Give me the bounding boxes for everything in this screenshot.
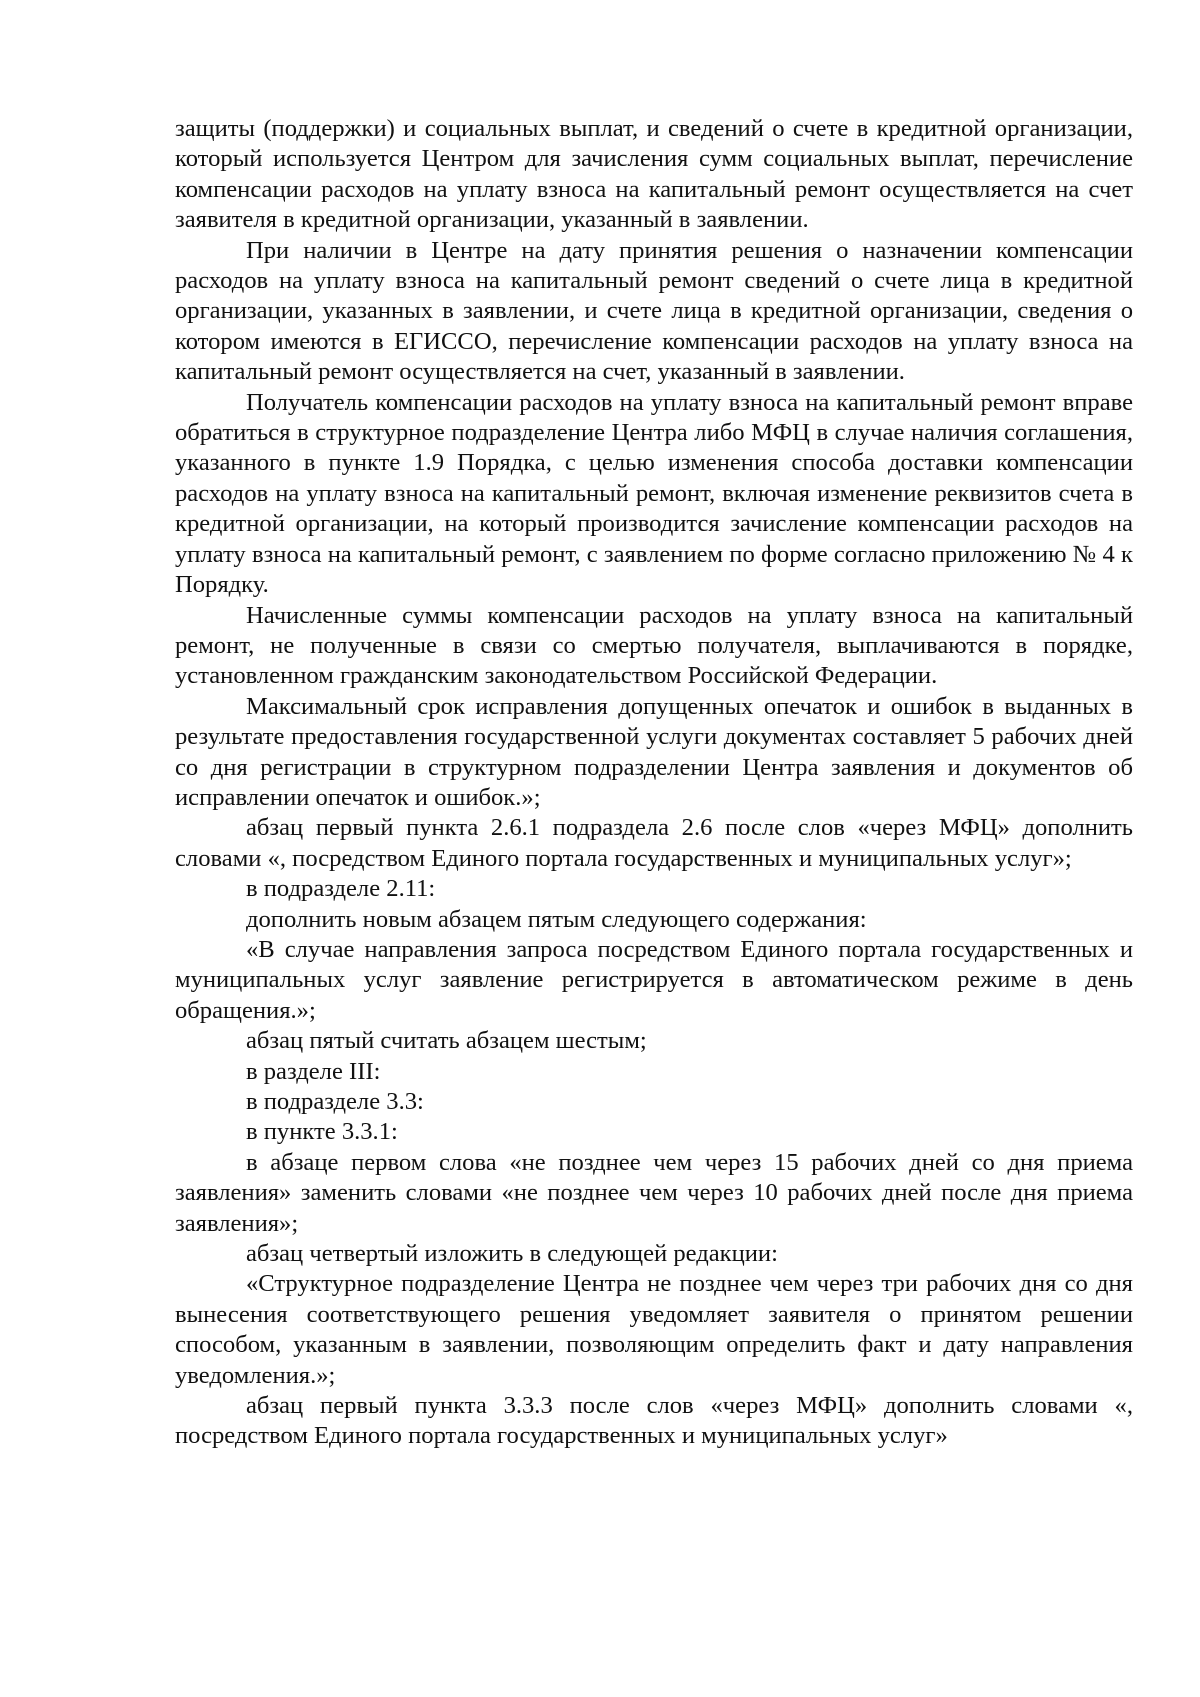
paragraph-12: в подразделе 3.3:: [246, 1088, 424, 1115]
paragraph-14: в абзаце первом слова «не позднее чем через 15 рабочих дней со дня приема заявления» заменить словами «не позднее чем через 10 рабочих дней после дня приема заявления»;: [175, 1148, 1133, 1237]
paragraph-17: абзац первый пункта 3.3.3 после слов «через МФЦ» дополнить словами «, посредством Единого портала государственных и муниципальных услуг»: [175, 1392, 1133, 1450]
paragraph-1: защиты (поддержки) и социальных выплат, и сведений о счете в кредитной организации, который используется Центром для зачисления сумм социальных выплат, перечисление компенсации расходов на уплату взноса на капитальный ремонт осуществляется на счет заявителя в кредитной организации, указанный в заявлении.: [175, 115, 1133, 234]
paragraph-13: в пункте 3.3.1:: [246, 1118, 398, 1146]
paragraph-2: При наличии в Центре на дату принятия решения о назначении компенсации расходов на уплату взноса на капитальный ремонт сведений о счете лица в кредитной организации, указанных в заявлении, и счете лица в кредитной организации, сведения о котором имеются в ЕГИССО, перечисление компенсации расходов на уплату взноса на капитальный ремонт осуществляется на счет, указанный в заявлении.: [175, 236, 1133, 386]
paragraph-8: дополнить новым абзацем пятым следующего содержания:: [246, 905, 867, 933]
paragraph-11: в разделе III:: [246, 1057, 381, 1085]
paragraph-3: Получатель компенсации расходов на уплату взноса на капитальный ремонт вправе обратиться в структурное подразделение Центра либо МФЦ в случае наличия соглашения, указанного в пункте 1.9 Порядка, с целью изменения способа доставки компенсации расходов на уплату взноса на капитальный ремонт, включая изменение реквизитов счета в кредитной организации, на который производится зачисление компенсации расходов на уплату взноса на капитальный ремонт, с заявлением по форме согласно приложению № 4 к Порядку.: [175, 388, 1133, 599]
paragraph-5: Максимальный срок исправления допущенных опечаток и ошибок в выданных в результате предоставления государственной услуги документах составляет 5 рабочих дней со дня регистрации в структурном подразделении Центра заявления и документов об исправлении опечаток и ошибок.»;: [175, 692, 1133, 811]
paragraph-7: в подразделе 2.11:: [246, 875, 436, 903]
paragraph-10: абзац пятый считать абзацем шестым;: [246, 1027, 647, 1055]
paragraph-15: абзац четвертый изложить в следующей редакции:: [246, 1240, 778, 1268]
document-body: [175, 114, 1133, 1452]
paragraph-9: «В случае направления запроса посредством Единого портала государственных и муниципальных услуг заявление регистрируется в автоматическом режиме в день обращения.»;: [175, 935, 1133, 1024]
paragraph-16: «Структурное подразделение Центра не позднее чем через три рабочих дня со дня вынесения соответствующего решения уведомляет заявителя о принятом решении способом, указанным в заявлении, позволяющим определить факт и дату направления уведомления.»;: [175, 1270, 1133, 1389]
paragraph-4: Начисленные суммы компенсации расходов на уплату взноса на капитальный ремонт, не полученные в связи со смертью получателя, выплачиваются в порядке, установленном гражданским законодательством Российской Федерации.: [175, 601, 1133, 690]
paragraph-6: абзац первый пункта 2.6.1 подраздела 2.6 после слов «через МФЦ» дополнить словами «, посредством Единого портала государственных и муниципальных услуг»;: [175, 814, 1133, 872]
